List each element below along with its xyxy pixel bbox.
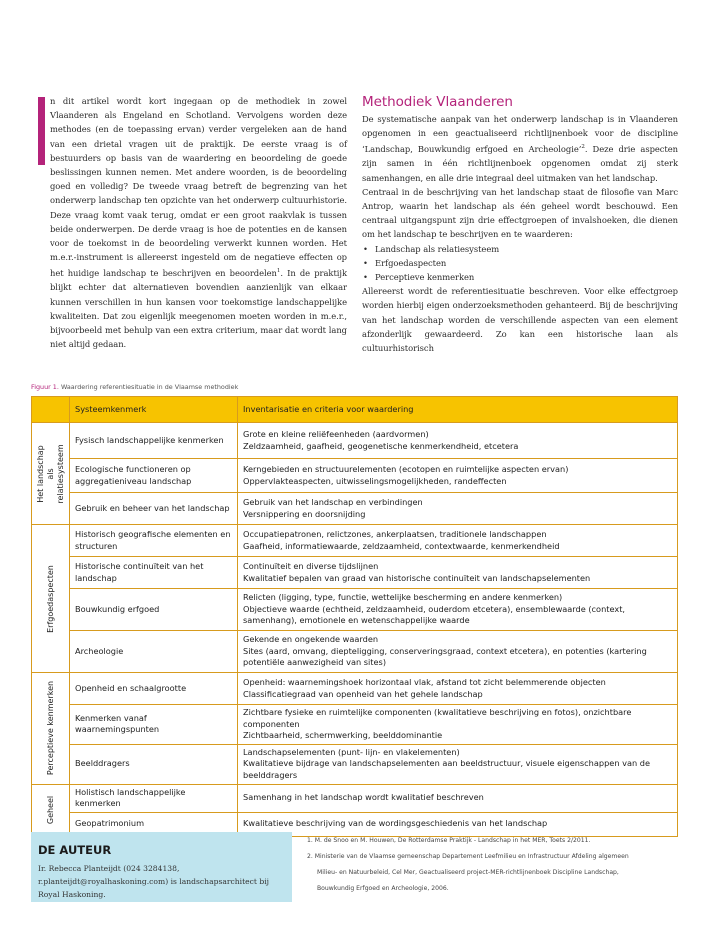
kenmerk-cell: Openheid en schaalgrootte	[70, 673, 238, 705]
group-label: Erfgoedaspecten	[45, 564, 55, 633]
author-bio: Ir. Rebecca Planteijdt (024 3284138, r.planteijdt@royalhaskoning.com) is landschapsarchitect bij Royal Haskoning.	[38, 864, 269, 899]
criteria-cell: Landschapselementen (punt- lijn- en vlakelementen) Kwalitatieve bijdrage van landschapselementen aan beeldstructuur, visuele eigenschappen van de beelddragers	[238, 744, 678, 784]
criteria-cell: Continuïteit en diverse tijdslijnen Kwalitatief bepalen van graad van historische continuïteit van landschapselementen	[238, 557, 678, 589]
header-criteria: Inventarisatie en criteria voor waardering	[238, 397, 678, 423]
table-row	[32, 589, 678, 631]
footnote-ref-2[interactable]: 2	[581, 144, 585, 151]
group-cell-erfgoed	[32, 525, 70, 673]
criteria-cell: Grote en kleine reliëfeenheden (aardvormen) Zeldzaamheid, gaafheid, geogenetische kenmerkendheid, etcetera	[238, 423, 678, 459]
paragraph-1: De systematische aanpak van het onderwerp landschap is in Vlaanderen opgenomen in een geactualiseerd richtlijnenboek voor de discipline ‘Landschap, Bouwkundig erfgoed en Archeologie’$^2$. Deze drie aspecten zijn samen in één richtlijnenboek opgenomen omdat zij sterk samenhangen, en alle drie integraal deel uitmaken van het landschap.	[362, 114, 678, 183]
criteria-cell: Zichtbare fysieke en ruimtelijke componenten (kwalitatieve beschrijving en fotos), onzichtbare componenten Zichtbaarheid, schermwerking, beelddominantie	[238, 705, 678, 745]
kenmerk-cell: Historische continuïteit van het landschap	[70, 557, 238, 589]
list-item: • Perceptieve kenmerken	[362, 270, 678, 284]
list-item: • Erfgoedaspecten	[362, 256, 678, 270]
kenmerk-cell: Holistisch landschappelijke kenmerken	[70, 784, 238, 812]
criteria-cell: Openheid: waarnemingshoek horizontaal vlak, afstand tot zicht belemmerende objecten Classificatiegraad van openheid van het gehele landschap	[238, 673, 678, 705]
table-row	[32, 744, 678, 784]
table-row	[32, 673, 678, 705]
table-row	[32, 705, 678, 745]
left-text-column	[31, 94, 347, 351]
figure-label: Figuur 1.	[31, 383, 59, 391]
kenmerk-cell: Gebruik en beheer van het landschap	[70, 493, 238, 525]
table-row	[32, 631, 678, 673]
group-cell-geheel	[32, 784, 70, 836]
author-box	[31, 832, 292, 902]
kenmerk-cell: Historisch geografische elementen en structuren	[70, 525, 238, 557]
table-row	[32, 423, 678, 459]
criteria-cell: Gebruik van het landschap en verbindingen Versnippering en doorsnijding	[238, 493, 678, 525]
footnote-2: 2. Ministerie van de Vlaamse gemeenschap Departement Leefmilieu en Infrastructuur Afdeling algemeen	[307, 853, 629, 860]
kenmerk-cell: Bouwkundig erfgoed	[70, 589, 238, 631]
paragraph-3: Allereerst wordt de referentiesituatie beschreven. Voor elke effectgroep worden hierbij eigen onderzoeksmethoden gehanteerd. Bij de beschrijving van het landschap worden de verschillende aspecten van een element afzonderlijk gewaardeerd. Zo kan een historische laan als cultuurhistorisch	[362, 286, 678, 354]
kenmerk-cell: Beelddragers	[70, 744, 238, 784]
group-cell-perceptief	[32, 673, 70, 785]
kenmerk-cell: Geopatrimonium	[70, 812, 238, 836]
criteria-cell: Gekende en ongekende waarden Sites (aard, omvang, diepteligging, conserveringsgraad, context etcetera), en potenties (kartering potentiële aanwezigheid van sites)	[238, 631, 678, 673]
criteria-cell: Occupatiepatronen, relictzones, ankerplaatsen, traditionele landschappen Gaafheid, informatiewaarde, zeldzaamheid, contextwaarde, kenmerkendheid	[238, 525, 678, 557]
footnotes	[307, 833, 687, 897]
criteria-cell: Kwalitatieve beschrijving van de wordingsgeschiedenis van het landschap	[238, 812, 678, 836]
table-row	[32, 493, 678, 525]
table-row	[32, 459, 678, 493]
valuation-table	[31, 396, 678, 837]
table-row	[32, 525, 678, 557]
kenmerk-cell: Ecologische functioneren op aggregatieniveau landschap	[70, 459, 238, 493]
table-header-row	[32, 397, 678, 423]
header-systeemkenmerk: Systeemkenmerk	[70, 397, 238, 423]
list-item: • Landschap als relatiesysteem	[362, 242, 678, 256]
effect-group-list	[362, 242, 678, 285]
table-row	[32, 557, 678, 589]
kenmerk-cell: Archeologie	[70, 631, 238, 673]
intro-paragraph: n dit artikel wordt kort ingegaan op de methodiek in zowel Vlaanderen als Engeland en Schotland. Vervolgens worden deze methodes (en de toepassing ervan) verder vergeleken aan de hand van een drietal vragen uit de praktijk. De eerste vraag is of bestuurders op basis van de waardering en beoordeling de goede beslissingen kunnen nemen. Met andere woorden, is de beoordeling goed en volledig? De tweede vraag betreft de begrenzing van het onderwerp landschap ten opzichte van het onderwerp cultuurhistorie. Deze vraag komt vaak terug, omdat er een groot raakvlak is tussen beide onderwerpen. De derde vraag is hoe de potenties en de kansen voor de toekomst in de beoordeling verwerkt kunnen worden. Het m.e.r.-instrument is allereerst ingesteld om de negatieve effecten op het huidige landschap te beschrijven en beoordelen$^1$. In de praktijk blijkt echter dat alternatieven bovendien aanzienlijk van elkaar kunnen verschillen in hun kansen voor toekomstige landschappelijke kwaliteiten. Dat zou eigenlijk meegenomen moeten worden in m.e.r., bijvoorbeeld met behulp van een extra criterium, maar dat wordt lang niet altijd gedaan.	[50, 96, 347, 350]
footnote-1: 1. M. de Snoo en M. Houwen, De Rotterdamse Praktijk - Landschap in het MER, Toets 2/2011.	[307, 837, 591, 844]
criteria-cell: Samenhang in het landschap wordt kwalitatief beschreven	[238, 784, 678, 812]
figure-caption-text: Waardering referentiesituatie in de Vlaamse methodiek	[60, 383, 239, 391]
footnote-2-cont: Milieu- en Natuurbeleid, Cel Mer, Geactualiseerd project-MER-richtlijnenboek Discipline Landschap,	[317, 869, 619, 876]
kenmerk-cell: Kenmerken vanaf waarnemingspunten	[70, 705, 238, 745]
group-label: Het landschap als relatiesysteem	[35, 443, 65, 504]
section-heading: Methodiek Vlaanderen	[362, 94, 513, 110]
group-label: Perceptieve kenmerken	[45, 681, 55, 776]
header-group-cell	[32, 397, 70, 423]
footnote-2-cont: Bouwkundig Erfgoed en Archeologie, 2006.	[317, 885, 449, 892]
footnote-ref-1[interactable]: 1	[276, 268, 281, 275]
group-label: Geheel	[45, 796, 55, 825]
criteria-cell: Kerngebieden en structuurelementen (ecotopen en ruimtelijke aspecten ervan) Oppervlakteaspecten, uitwisselingsmogelijkheden, randeffecten	[238, 459, 678, 493]
table-row	[32, 784, 678, 812]
paragraph-2: Centraal in de beschrijving van het landschap staat de filosofie van Marc Antrop, waarin het landschap als één geheel wordt beschouwd. Een centraal uitgangspunt zijn drie effectgroepen of invalshoeken, die dienen om het landschap te beschrijven en te waarderen:	[362, 186, 678, 240]
right-text-column	[362, 94, 678, 355]
criteria-cell: Relicten (ligging, type, functie, wettelijke bescherming en andere kenmerken) Objectieve waarde (echtheid, zeldzaamheid, ouderdom etcetera), ensemblewaarde (context, samenhang), emotionele en wetenschappelijke waarde	[238, 589, 678, 631]
kenmerk-cell: Fysisch landschappelijke kenmerken	[70, 423, 238, 459]
author-title: DE AUTEUR	[38, 843, 112, 857]
group-cell-relatiesysteem	[32, 423, 70, 525]
figure-caption	[31, 383, 238, 391]
